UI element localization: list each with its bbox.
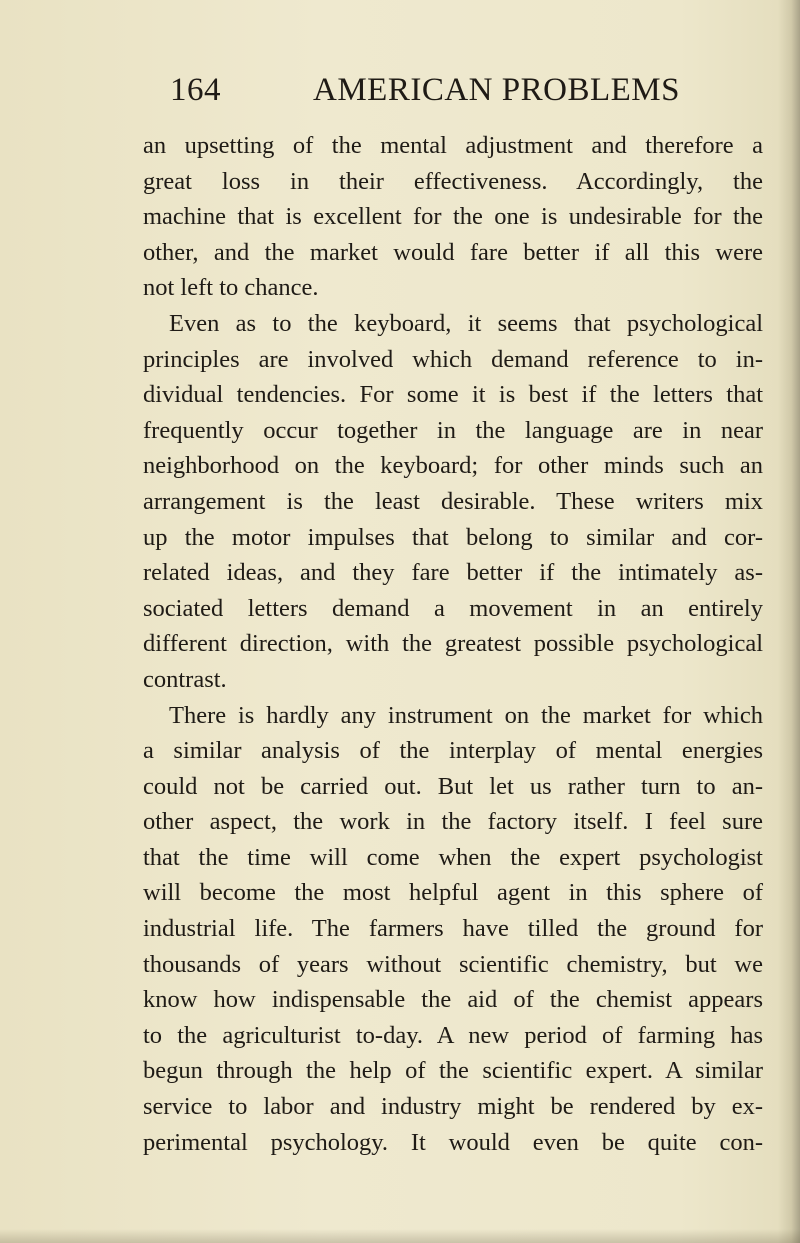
text-line: neighborhood on the keyboard; for other minds such an (143, 452, 763, 480)
text-line: know how indispensable the aid of the chemist appears (143, 986, 763, 1014)
text-line: other aspect, the work in the factory itself. I feel sure (143, 808, 763, 836)
text-line: different direction, with the greatest possible psychological (143, 630, 763, 658)
text-line: sociated letters demand a movement in an entirely (143, 594, 763, 622)
text-line: other, and the market would fare better if all this were (143, 238, 763, 266)
text-line: Even as to the keyboard, it seems that psychological (169, 309, 763, 337)
text-line: could not be carried out. But let us rather turn to an- (143, 772, 763, 800)
text-line: dividual tendencies. For some it is best if the letters that (143, 381, 763, 409)
text-line: thousands of years without scientific chemistry, but we (143, 950, 763, 978)
page-edge-shadow (778, 0, 800, 1243)
text-line: up the motor impulses that belong to similar and cor- (143, 523, 763, 551)
text-line: begun through the help of the scientific expert. A similar (143, 1057, 763, 1085)
text-line: great loss in their effectiveness. Accordingly, the (143, 167, 763, 195)
text-line: an upsetting of the mental adjustment and therefore a (143, 132, 763, 159)
text-line: industrial life. The farmers have tilled the ground for (143, 915, 763, 943)
page-header (170, 72, 680, 122)
page-bottom-shadow (0, 1229, 800, 1243)
text-line: a similar analysis of the interplay of mental energies (143, 737, 763, 765)
page-number: 164 (170, 72, 221, 108)
text-line: contrast. (143, 665, 227, 693)
text-line: perimental psychology. It would even be quite con- (143, 1128, 763, 1156)
body-text (143, 128, 763, 1160)
text-line: that the time will come when the expert psychologist (143, 843, 763, 871)
text-line: There is hardly any instrument on the market for which (169, 701, 763, 729)
text-line: not left to chance. (143, 274, 319, 302)
text-line: machine that is excellent for the one is undesirable for the (143, 203, 763, 231)
text-line: frequently occur together in the language are in near (143, 416, 763, 444)
text-line: will become the most helpful agent in this sphere of (143, 879, 763, 907)
text-line: service to labor and industry might be rendered by ex- (143, 1093, 763, 1121)
text-line: to the agriculturist to-day. A new period of farming has (143, 1021, 763, 1049)
text-line: related ideas, and they fare better if the intimately as- (143, 559, 763, 587)
running-head: AMERICAN PROBLEMS (313, 72, 680, 108)
text-line: arrangement is the least desirable. These writers mix (143, 487, 763, 515)
text-line: principles are involved which demand reference to in- (143, 345, 763, 373)
